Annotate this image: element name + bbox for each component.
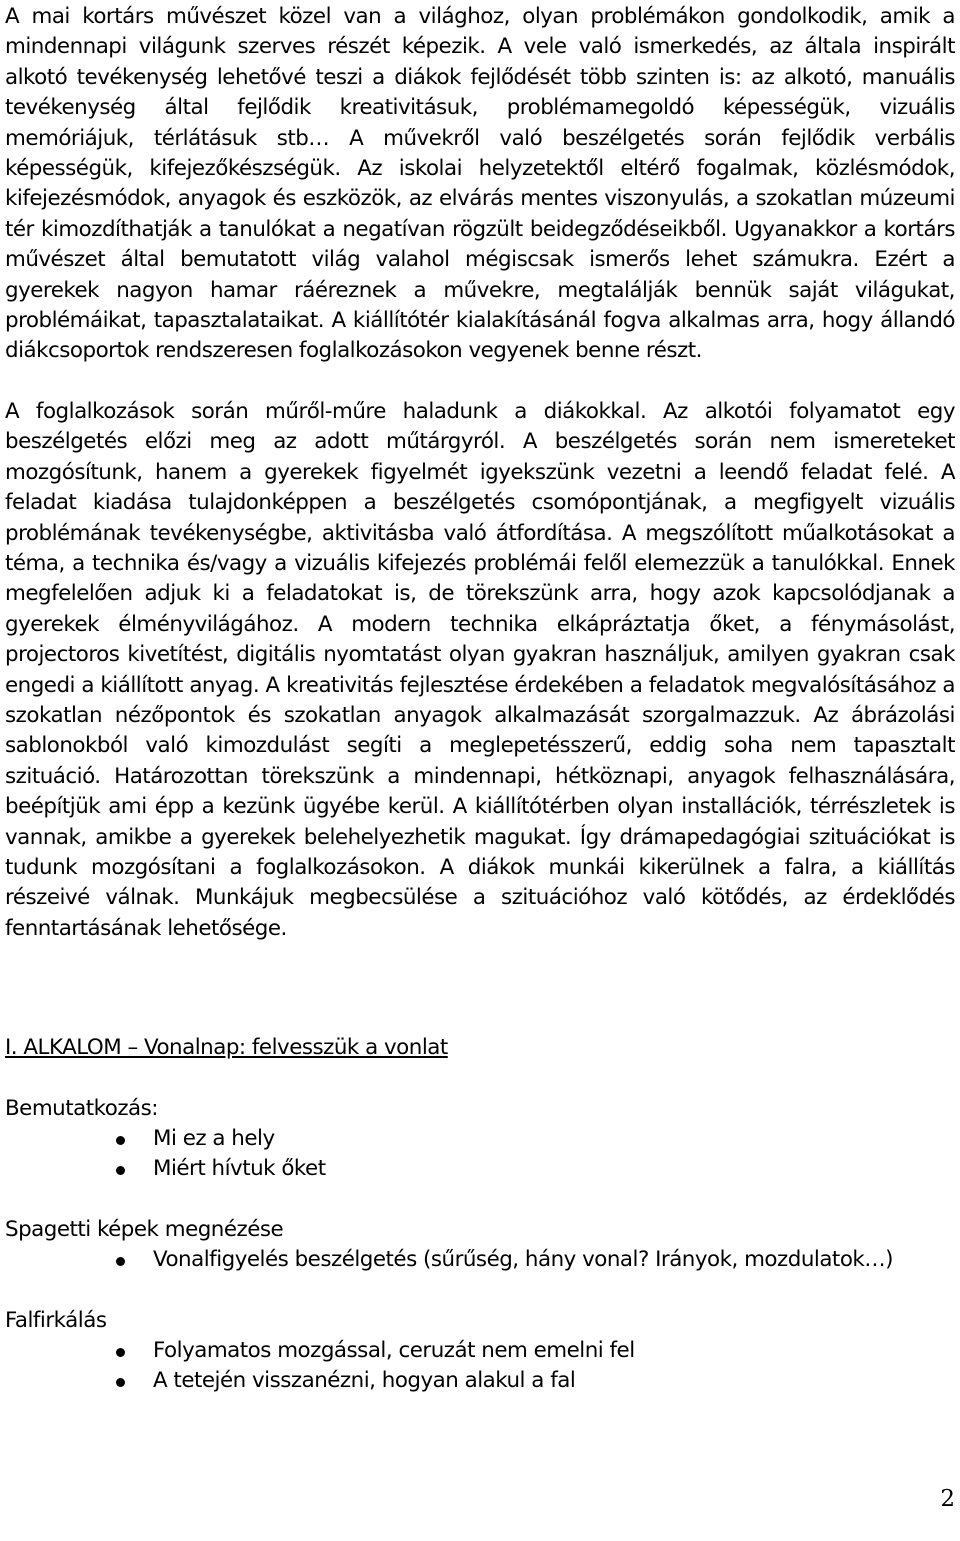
method-paragraph: A foglalkozások során műről-műre haladunk a diákokkal. Az alkotói folyamatot egy beszélgetés előzi meg az adott műtárgyról. A beszélgetés során nem ismereteket mozgósítunk, hanem a gyerekek figyelmét igyekszünk vezetni a leendő feladat felé. A feladat kiadása tulajdonképpen a beszélgetés csomópontjának, a megfigyelt vizuális problémának tevékenységbe, aktivitásba való átfordítása. A megszólított műalkotásokat a téma, a technika és/vagy a vizuális kifejezés problémái felől elemezzük a tanulókkal. Ennek megfelelően adjuk ki a feladatokat is, de törekszünk arra, hogy azok kapcsolódjanak a gyerekek élményvilágához. A modern technika elkápráztatja őket, a fénymásolást, projectoros kivetítést, digitális nyomtatást olyan gyakran használjuk, amilyen gyakran csak engedi a kiállított anyag. A kreativitás fejlesztése érdekében a feladatok megvalósításához a szokatlan nézőpontok és szokatlan anyagok alkalmazását szorgalmazzuk. Az ábrázolási sablonokból való kimozdulást segíti a meglepetésszerű, eddig soha nem tapasztalt szituáció. Határozottan törekszünk a mindennapi, hétköznapi, anyagok felhasználására, beépítjük ami épp a kezünk ügyébe kerül. A kiállítótérben olyan installációk, térrészletek is vannak, amikbe a gyerekek belehelyezhetik magukat. Így drámapedagógiai szituációkat is tudunk mozgósítani a foglalkozásokon. A diákok munkái kikerülnek a falra, a kiállítás részeivé válnak. Munkájuk megbecsülése a szituációhoz való kötődés, az érdeklődés fenntartásának lehetősége. — [5, 398, 955, 941]
list-item-text: Miért hívtuk őket — [153, 1156, 326, 1182]
list-item-text: Vonalfigyelés beszélgetés (sűrűség, hány vonal? Irányok, mozdulatok…) — [153, 1247, 894, 1273]
list-item-text: Mi ez a hely — [153, 1126, 275, 1151]
section-spaghetti — [5, 1215, 955, 1276]
list-item — [5, 1124, 955, 1154]
section-gap — [5, 944, 955, 1033]
list-item — [5, 1336, 955, 1366]
list-item — [5, 1245, 955, 1275]
bullet-list — [5, 1124, 955, 1185]
section-label: Falfirkálás — [5, 1307, 107, 1333]
bullet-icon — [116, 1257, 125, 1266]
section-graffiti — [5, 1306, 955, 1397]
list-item-text: Folyamatos mozgással, ceruzát nem emelni fel — [153, 1338, 635, 1364]
bullet-list — [5, 1336, 955, 1397]
bullet-icon — [116, 1136, 125, 1145]
bullet-list — [5, 1245, 955, 1275]
section-gap — [5, 1185, 955, 1215]
list-item — [5, 1154, 955, 1184]
list-item — [5, 1366, 955, 1396]
list-item-text: A tetején visszanézni, hogyan alakul a fal — [153, 1368, 576, 1394]
section-label: Bemutatkozás: — [5, 1095, 159, 1121]
document-page — [5, 2, 955, 1397]
section-gap — [5, 1276, 955, 1306]
section-gap — [5, 1064, 955, 1094]
paragraph-gap — [5, 367, 955, 397]
bullet-icon — [116, 1378, 125, 1387]
page-number: 2 — [940, 1486, 955, 1512]
session-heading: I. ALKALOM – Vonalnap: felvesszük a vonlat — [5, 1035, 448, 1061]
section-introduction — [5, 1094, 955, 1185]
section-label: Spagetti képek megnézése — [5, 1216, 284, 1242]
intro-paragraph: A mai kortárs művészet közel van a világhoz, olyan problémákon gondolkodik, amik a mindennapi világunk szerves részét képezik. A vele való ismerkedés, az általa inspirált alkotó tevékenység lehetővé teszi a diákok fejlődését több szinten is: az alkotó, manuális tevékenység által fejlődik kreativitásuk, problémamegoldó képességük, vizuális memóriájuk, térlátásuk stb… A művekről való beszélgetés során fejlődik verbális képességük, kifejezőkészségük. Az iskolai helyzetektől eltérő fogalmak, közlésmódok, kifejezésmódok, anyagok és eszközök, az elvárás mentes viszonyulás, a szokatlan múzeumi tér kimozdíthatják a tanulókat a negatívan rögzült beidegződéseikből. Ugyanakkor a kortárs művészet által bemutatott világ valahol mégiscsak ismerős lehet számukra. Ezért a gyerekek nagyon hamar ráéreznek a művekre, megtalálják bennük saját világukat, problémáikat, tapasztalataikat. A kiállítótér kialakításánál fogva alkalmas arra, hogy állandó diákcsoportok rendszeresen foglalkozásokon vegyenek benne részt. — [5, 4, 955, 364]
bullet-icon — [116, 1166, 125, 1175]
bullet-icon — [116, 1348, 125, 1357]
